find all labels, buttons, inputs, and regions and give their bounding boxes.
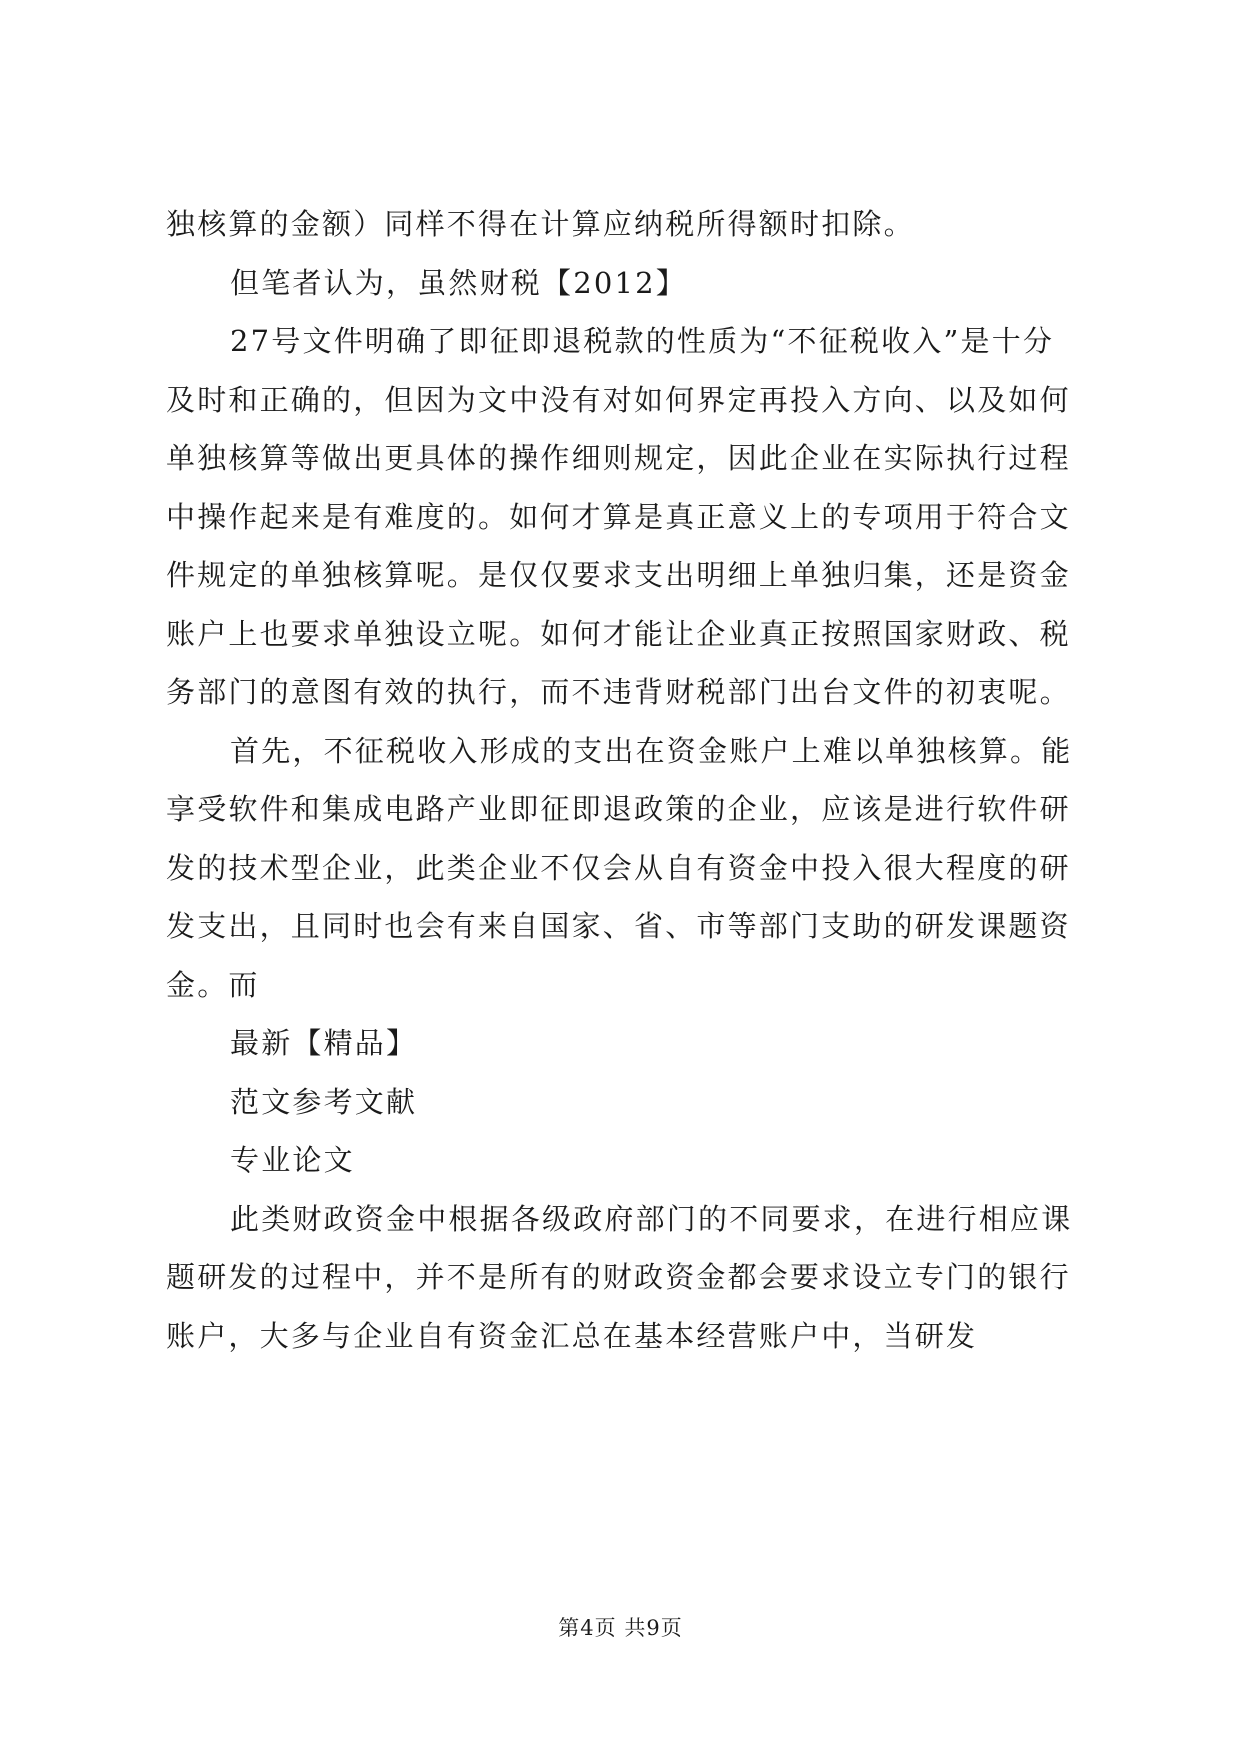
watermark-line-reference: 范文参考文献 xyxy=(230,1084,418,1119)
watermark-line-latest: 最新【精品】 xyxy=(230,1026,418,1060)
paragraph-author-view: 但笔者认为，虽然财税【2012】 xyxy=(230,265,688,300)
page-number-footer: 第4页 共9页 xyxy=(558,1616,683,1640)
paragraph-fiscal-funds: 此类财政资金中根据各级政府部门的不同要求，在进行相应课题研发的过程中，并不是所有的财政资金都会要求设立专门的银行账户，大多与企业自有资金汇总在基本经营账户中，当研发 xyxy=(166,1201,1073,1353)
watermark-line-thesis: 专业论文 xyxy=(230,1143,355,1177)
paragraph-first-point: 首先，不征税收入形成的支出在资金账户上难以单独核算。能享受软件和集成电路产业即征即退政策的企业，应该是进行软件研发的技术型企业，此类企业不仅会从自有资金中投入很大程度的研发支出，且同时也会有来自国家、省、市等部门支助的研发课题资金。而 xyxy=(166,733,1073,1002)
body-text xyxy=(166,195,1076,1365)
paragraph-continuation: 独核算的金额）同样不得在计算应纳税所得额时扣除。 xyxy=(166,207,915,241)
paragraph-document-27: 27号文件明确了即征即退税款的性质为“不征税收入”是十分及时和正确的，但因为文中没有对如何界定再投入方向、以及如何单独核算等做出更具体的操作细则规定，因此企业在实际执行过程中操作起来是有难度的。如何才算是真正意义上的专项用于符合文件规定的单独核算呢。是仅仅要求支出明细上单独归集，还是资金账户上也要求单独设立呢。如何才能让企业真正按照国家财政、税务部门的意图有效的执行，而不违背财税部门出台文件的初衷呢。 xyxy=(166,324,1071,709)
